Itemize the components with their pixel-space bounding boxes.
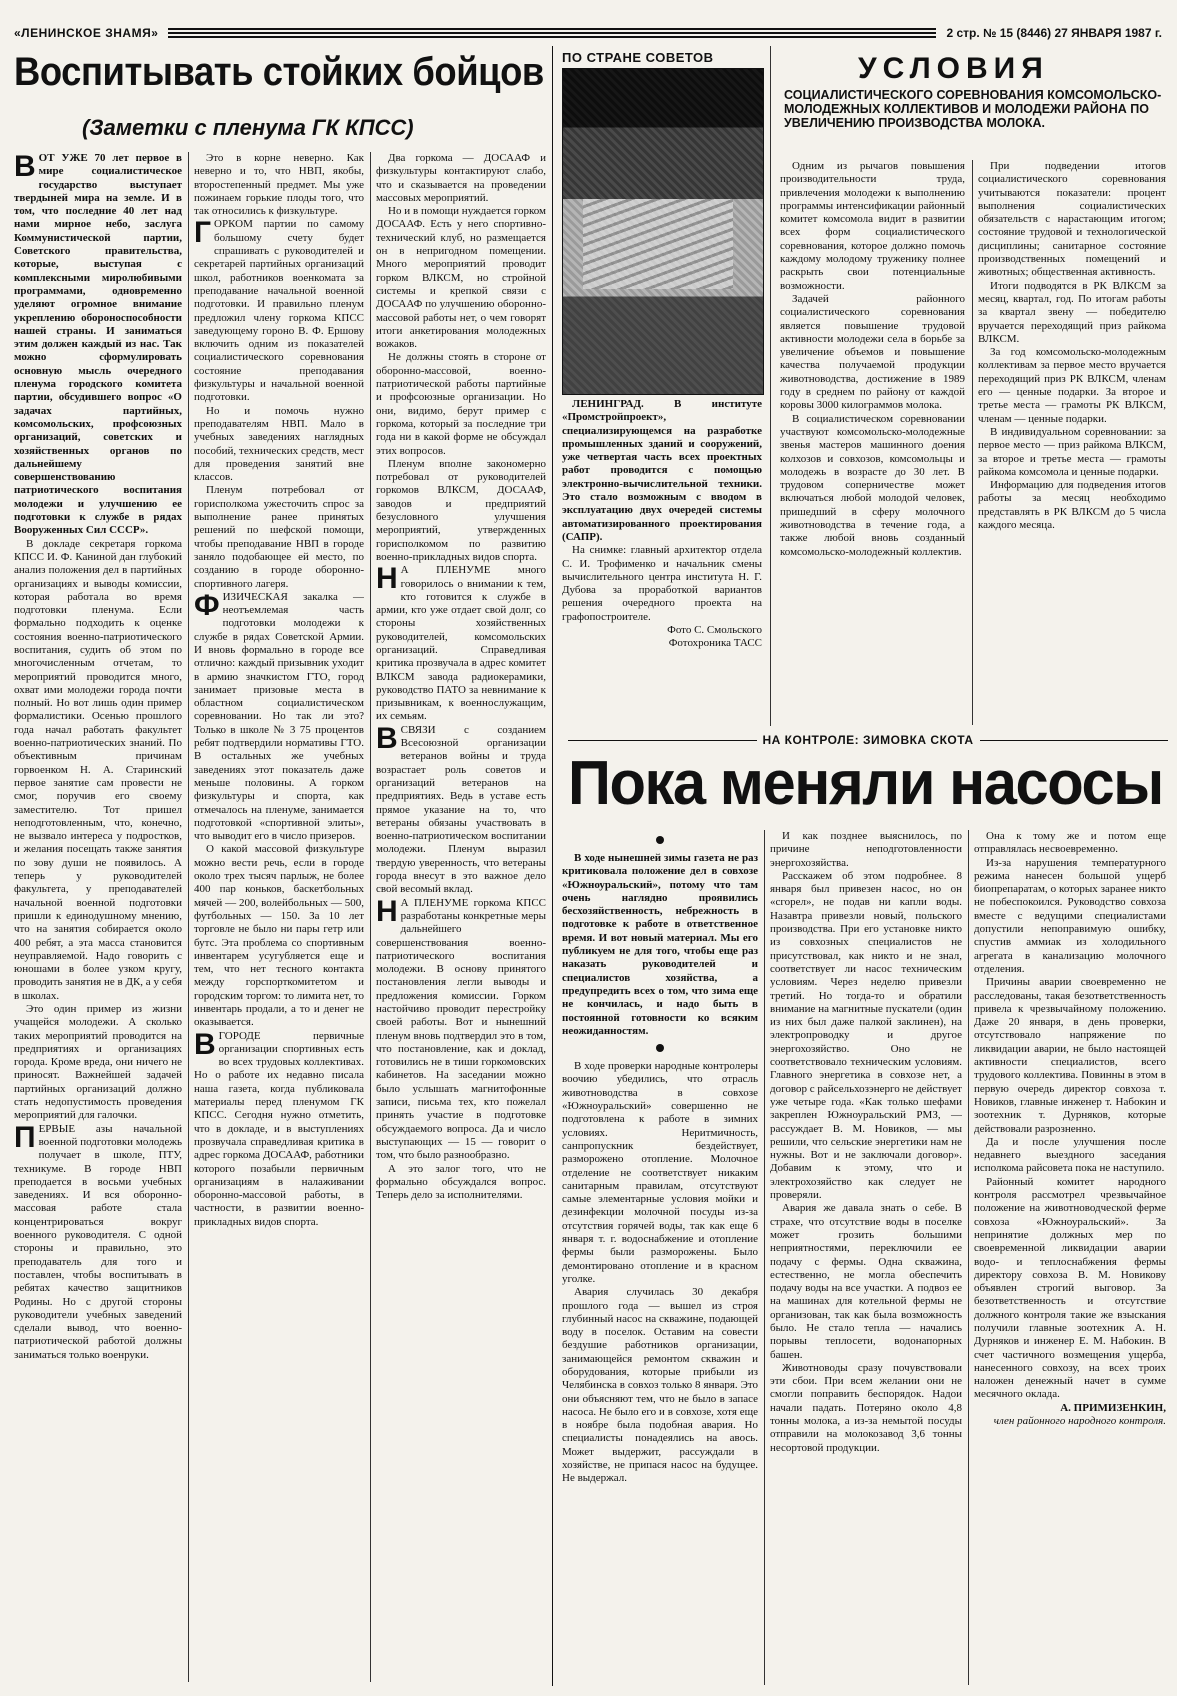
article2-column-1 (562, 830, 758, 1685)
paragraph-text: Это один пример из жизни учащейся молодежи. А сколько таких мероприятий проводится на предприятиях и организациях города. Кроме вреда, они ничего не приносят. Важнейшей задачей партийных организаций должно стать недопустимость проведения мероприятий для галочки. (14, 1003, 182, 1122)
paragraph-text: Не должны стоять в стороне от оборонно-массовой, военно-патриотической работы партийные и профсоюзные организации. Но они, видимо, берут пример с горкома, который за последние три года ни в какой форме не обсуждал этих вопросов. (376, 351, 546, 457)
author-signature: А. ПРИМИЗЕНКИН, (1060, 1401, 1166, 1414)
article1-column-2 (194, 152, 364, 1682)
newspaper-name: «ЛЕНИНСКОЕ ЗНАМЯ» (14, 26, 159, 40)
paragraph (194, 218, 364, 404)
paragraph-text: Авария случилась 30 декабря прошлого года — вышел из строя глубинный насос на скважине, подающей воду в поселок. Оставим на совести бездушие работников организации, занимающейся ремонтом скважин и оборудования, которые прибыли из Челябинска в совхоз только 8 января. Это они объясняют тем, что не было в запасе насоса. Не было его и в совхозе, хотя еще в ноябре была подобная авария. Но специалисты понадеялись на авось. Может выдержит, рассуждали в хозяйстве, не припася насос на будущее. Не выдержал. (562, 1286, 758, 1485)
paragraph-text: А ПЛЕНУМЕ много говорилось о внимании к тем, кто готовится к службе в армии, кто уже отдает свой долг, со стороны хозяйственных руководителей, комсомольских организаций. Справедливая критика прозвучала в адрес комитет ВЛКСМ завода радиокерамики, руководство ПАТО за невнимание к призывникам, к военнослужащим, их семьям. (376, 564, 546, 723)
paragraph-text: В ходе нынешней зимы газета не раз критиковала положение дел в совхозе «Южноуральский», потому что там очень наглядно проявились бесхозяйственность, небрежность в подготовке к работе в ответственное время. И вот новый материал. Мы его публикуем не для того, чтобы еще раз наказать руководителей и специалистов хозяйства, а предупредить всех о том, что зима еще не кончилась, и надо быть в постоянной готовности ко всяким неожиданностям. (562, 852, 758, 1037)
paragraph-text: ИЗИЧЕСКАЯ закалка — неотъемлемая часть подготовки молодежи к службе в рядах Советской Армии. И вновь формально в городе все отлично: каждый призывник уходит в армию значкистом ГТО, город занимает призовые места в областном социалистическом соревновании. Но так ли это? Только в школе № 3 75 процентов ребят подтвердили нормативы ГТО. В остальных же учебных заведениях этот показатель даже меньше половины. А горком физкультуры и спорта, как отмечалось на пленуме, занимается подготовкой «спортивной элиты», что выводит его в число призеров. (194, 590, 364, 843)
drop-cap: В (194, 1027, 216, 1061)
paragraph-text: Два горкома — ДОСААФ и физкультуры контактируют слабо, что и сказывается на проведении массовых мероприятий. (376, 152, 546, 204)
conditions-column-1 (780, 160, 965, 725)
paragraph (376, 351, 546, 457)
paragraph-text: На снимке: главный архитектор отдела С. И. Трофименко и начальник смены вычислительного центра института Н. Г. Дубова за проработкой вариантов решения очередного проекта на графопостроителе. (562, 544, 762, 623)
paragraph-text: В ходе проверки народные контролеры воочию убедились, что отрасль животноводства в совхозе «Южноуральский» совершенно не подготовлена к работе в зимних условиях. Неритмичность, санпропускник бездействует, разморожено отопление. Молочное отделение не соответствует никаким санитарным правилам, отсутствуют самые элементарные условия мойки и дезинфекции молочной посуды из-за отсутствия горячей воды, так как еще 6 января т. г. водоснабжение и отопление фермы были разморожены. Было демонтировано отопление и в красном уголке. (562, 1060, 758, 1285)
photo-credit2: Фотохроника ТАСС (668, 637, 762, 650)
column-divider (370, 152, 371, 1682)
article2-column-3 (974, 830, 1166, 1685)
paragraph (194, 484, 364, 590)
paragraph-text: Да и после улучшения после недавнего выездного заседания исполкома райсовета пока не наступило. (974, 1135, 1166, 1175)
paragraph (14, 1003, 182, 1123)
paragraph-text: За год комсомольско-молодежным коллективам за первое место вручается переходящий приз РК ВЛКСМ, членам его — ценные подарки. За второе и третье места — грамоты РК ВЛКСМ, членам — ценные подарки. (978, 346, 1166, 425)
paragraph (376, 1163, 546, 1203)
paragraph-text: Задачей районного социалистического соревнования является повышение трудовой активности молодежи села в борьбе за увеличение объемов и повышение качества получаемой продукции животноводства, достижение в 1989 году в среднем по району от каждой коровы 3000 килограммов молока. (780, 292, 965, 412)
paragraph-text: Это в корне неверно. Как неверно и то, что НВП, якобы, второстепенный предмет. Мы уже пожинаем горькие плоды того, что так относились к физкультуре. (194, 152, 364, 218)
paragraph (376, 458, 546, 564)
column-divider (972, 160, 973, 725)
paragraph (974, 1136, 1166, 1176)
paragraph-text: О какой массовой физкультуре можно вести речь, если в городе около трех тысяч парлыж, не более 400 пар коньков, баскетбольных мячей — 200, волейбольных — 500, футбольных — 150. За 10 лет торговле не было ни пары гетр или бутс. Эта проблема со спортивным инвентарем усугубляется еще и тем, что нет тесного контакта между горспорткомитетом и городским торгом: то лимита нет, то инвентарь продали, а то и денег не оказывается. (194, 843, 364, 1029)
paragraph (376, 894, 546, 1163)
paragraph-text: ОРКОМ партии по самому большому счету будет спрашивать с руководителей и секретарей партийных организаций школ, работников военкомата за преподавание начальной военной подготовки. И правильно пленум предложил члену горкома КПСС заведующему гороно В. Ф. Ершову включить одним из показателей социалистического соревнования состояние преподавания физкультуры и начальной военной подготовки. (194, 218, 364, 404)
paragraph-text: И как позднее выяснилось, по причине неподготовленности энергохозяйства. (770, 830, 962, 869)
paragraph (376, 205, 546, 351)
paragraph (14, 1120, 182, 1362)
paragraph-text: Животноводы сразу почувствовали эти сбои. При всем желании они не смогли поправить беспорядок. Надои начали падать. Потеряно около 4,8 тонны молока, а из-за немытой посуды отправили на молокозавод 3,6 тонны несортовой продукции. (770, 1361, 962, 1454)
paragraph (562, 398, 762, 544)
paragraph-text: Информацию для подведения итогов работы за месяц необходимо представлять в РК ВЛКСМ до 5 числа каждого месяца. (978, 479, 1166, 532)
paragraph-text: Расскажем об этом подробнее. 8 января был привезен насос, но он «сгорел», не подав ни капли воды. Назавтра привезли новый, польского производства. При его установке никто из совхозных специалистов не присутствовал, как никто и не знал, соответствует ли насос техническим условиям. Через неделю привезли третий. Но тогда-то и обратили внимание на магнитные пускатели (один из них был даже палкой заклинен), на электропроводку и другое энергохозяйство. Оно не соответствовало техническим условиям. Главного энергетика в совхозе нет, а договор с райсельхозэнерго не действует уже четыре года. «Как только шефами закреплен Южноуральский РМЗ, — рассуждает В. М. Новиков, — мы решили, что сельские энергетики нам не нужны. Вот и не заключали договор». Добавим к этому, что и электрохозяйство как следует не проверяли. (770, 869, 962, 1202)
paragraph (978, 160, 1166, 280)
drop-cap: В (376, 721, 398, 755)
paragraph (770, 830, 962, 870)
paragraph-text: Пленум вполне закономерно потребовал от руководителей горкомов ВЛКСМ, ДОСААФ, заводов и предприятий безусловного улучшения мероприятий, утвержденных горисполкомом по развитию военно-прикладных видов спорта. (376, 457, 546, 563)
article1-subhead: (Заметки с пленума ГК КПСС) (82, 115, 414, 140)
drop-cap: Н (376, 894, 398, 928)
drop-cap: Ф (194, 588, 220, 622)
conditions-title: УСЛОВИЯ (858, 52, 1049, 85)
drop-cap: Г (194, 216, 212, 250)
bullet-dot (656, 836, 664, 844)
drop-cap: П (14, 1120, 36, 1154)
paragraph-text: Авария же давала знать о себе. В страхе, что отсутствие воды в поселке может грозить большими неприятностями, переключили ее подачу с фермы. Одна скважина, естественно, не могла обеспечить подачу воды на все участки. А подвоз ее на машинах для котельной фермы не организован, так как была возможность было. Не стало тепла — начались порывы теплосети, водонапорных башен. (770, 1202, 962, 1361)
article2-column-2 (770, 830, 962, 1685)
paragraph (780, 293, 965, 413)
drop-cap: Н (376, 562, 398, 596)
paragraph-text: А это залог того, что не формально обсуждался вопрос. Теперь дело за исполнителями. (376, 1162, 546, 1202)
author-title: член районного народного контроля. (993, 1415, 1166, 1428)
photo-box-heading: ПО СТРАНЕ СОВЕТОВ (562, 50, 714, 65)
paragraph (974, 976, 1166, 1136)
paragraph (780, 160, 965, 293)
section-divider (552, 46, 553, 1686)
paragraph-text: СВЯЗИ с созданием Всесоюзной организации ветеранов войны и труда возрастает роль советов и организаций ветеранов на предприятиях. Ведь в уставе есть прямое указание на то, что ветераны обязаны участвовать в военно-патриотическом воспитании молодежи. Пленум выразил твердую уверенность, что ветераны города внесут в это важное дело свой весомый вклад. (376, 723, 546, 896)
masthead (14, 24, 1162, 42)
paragraph (974, 830, 1166, 857)
paragraph-text: Она к тому же и потом еще отправлялась несвоевременно. (974, 830, 1166, 856)
paragraph-text: ОТ УЖЕ 70 лет первое в мире социалистическое государство выступает твердыней мира на земле. И в том, что последние 40 лет над нами мирное небо, заслуга Коммунистической партии, Советского правительства, которые, выступая с комплексными миролюбивыми программами, одновременно уделяют огромное внимание укреплению обороноспособности нашей страны. И заниматься этим должен каждый из нас. Так можно сформулировать основную мысль очередного пленума городского комитета партии, обсудившего вопрос «О задачах партийных, комсомольских, профсоюзных организаций, советских и хозяйственных органов по дальнейшему совершенствованию патриотического воспитания молодежи и улучшению ее подготовки к службе в рядах Вооруженных Сил СССР». (14, 152, 182, 537)
paragraph-text: В социалистическом соревновании участвуют комсомольско-молодежные звенья мастеров машинного доения колхозов и совхозов, комсомольцы и молодежь в возрасте до 30 лет. В трудовом соперничестве может включаться любой молодой человек, пришедший в сферу молочного животноводства в течение года, а также любой вновь созданный комсомольско-молодежный коллектив. (780, 412, 965, 558)
paragraph-text: Но и в помощи нуждается горком ДОСААФ. Есть у него спортивно-технический клуб, но размещается он в непригодном помещении. Много мероприятий проводит горком ВЛКСМ, но стройной системы и крепкой связи с ДОСААФ по улучшению оборонно-массовой работы нет, о чем говорят итоги анкетирования молодежных вожаков. (376, 205, 546, 351)
paragraph (14, 538, 182, 1003)
rubric-line (568, 740, 757, 741)
column-divider (188, 152, 189, 1682)
column-divider (968, 830, 969, 1685)
article1-headline: Воспитывать стойких бойцов (14, 50, 544, 94)
bullet-dot (656, 1044, 664, 1052)
article1-column-3 (376, 152, 546, 1682)
column-divider (770, 46, 771, 726)
paragraph (770, 1362, 962, 1455)
paragraph (194, 843, 364, 1029)
paragraph-text: Из-за нарушения температурного режима нанесен большой ущерб биопрепаратам, о которых заранее никто не побеспокоился. Руководство совхоза вместе с ведущими специалистами допустили непоправимую ошибку, спустив аммиак из холодильного агрегата в канализацию молочного отделения. (974, 856, 1166, 975)
paragraph (974, 857, 1166, 977)
paragraph-text: ГОРОДЕ первичные организации спортивных есть во всех трудовых коллективах. Но о работе их недавно писала наша газета, когда публиковала материалы перед пленумом ГК КПСС. Сегодня нужно отметить, что в докладе, и в выступлениях прозвучала справедливая критика в адрес горкома ДОСААФ, работники которого позабыли первичным организациям в налаживании оборонно-массовой работы, в частности, в развитии военно-прикладных видов спорта. (194, 1029, 364, 1228)
paragraph-text: Но и помочь нужно преподавателям НВП. Мало в учебных заведениях наглядных пособий, технических средств, мест для проведения занятий вне классов. (194, 404, 364, 484)
paragraph (562, 544, 762, 624)
paragraph (974, 1176, 1166, 1402)
paragraph (562, 852, 758, 1038)
paragraph (14, 152, 182, 538)
paragraph-text: Итоги подводятся в РК ВЛКСМ за месяц, квартал, год. По итогам работы за квартал звену — победителю вручается переходящий приз райкома ВЛКСМ. (978, 279, 1166, 345)
paragraph (376, 152, 546, 205)
paragraph (376, 721, 546, 897)
article1-column-1 (14, 152, 182, 1682)
paragraph-text: Одним из рычагов повышения производительности труда, привлечения молодежи к выполнению программы интенсификации районный комитет комсомола видит в развитии всех форм социалистического соревнования, которое должно помочь каждому молодому труженику полнее раскрыть свои потенциальные возможности. (780, 160, 965, 292)
paragraph-text: А ПЛЕНУМЕ горкома КПСС разработаны конкретные меры дальнейшего совершенствования военно-патриотического воспитания молодежи. В основу принятого постановления легли выводы и предложения комиссии. Горком настойчиво проводит перестройку своей работы. Вот и нынешний пленум вновь подтвердил это в том, что постановление, как и доклад, готовились не в тиши горкомовских кабинетов. На заседании можно было услышать магнитофонные записи, письма тех, кто пожелал принять участие в подготовке обсуждаемого вопроса. Да и число выступающих — 15 — говорит о том, что было разнообразно. (376, 896, 546, 1162)
paragraph-text: ЕРВЫЕ азы начальной военной подготовки молодежь получает в школе, ПТУ, техникуме. В городе НВП преподается в восьми учебных заведениях. И вся оборонно-массовая работе стала концентрироваться вокруг военного руководителя. С одной стороны и правильно, это преподаватель для того и поставлен, чтобы воспитывать в ребятах качество защитников Родины. Но с другой стороны руководители учебных заведений сделали вывод, что военно-патриотической работой должны заниматься только военруки. (14, 1122, 182, 1361)
masthead-rule (168, 28, 936, 38)
paragraph-text: ЛЕНИНГРАД. В институте «Промстройпроект», специализирующемся на разработке промышленных зданий и сооружений, уже четвертая часть всех проектных работ проводится с помощью электронно-вычислительной техники. Это стало возможным с вводом в эксплуатацию двух очередей системы автоматизированного проектирования (САПР). (562, 398, 762, 543)
rubric-text: НА КОНТРОЛЕ: ЗИМОВКА СКОТА (762, 733, 974, 747)
paragraph (376, 564, 546, 724)
paragraph-text: При подведении итогов социалистического соревнования учитываются показатели: процент выполнения социалистических обязательств с нарастающим итогом; состояние трудовой и технологической дисциплины; санитарное состояние производственных помещений и животных; общественная активность. (978, 160, 1166, 279)
paragraph (978, 346, 1166, 426)
paragraph-text: В докладе секретаря горкома КПСС И. Ф. Каниной дан глубокий анализ положения дел в партийных организациях и выводы комиссии, которая работала во время подготовки пленума. Если формально подходить к оценке состояния военно-патриотического воспитания, судить об этом по многочисленным отчетам, то мероприятий проводится много, охват ими молодежи города почти полный. Но вот лишь один пример формалистики. Осенью прошлого года начал работать факультет военно-патриотических знаний. По объективным причинам горвоенком Н. А. Старинский первое занятие сам провести не смог, поручив его своему заместителю. Тот пришел неподготовленным, что, конечно, не вызвало интереса у подростков, и желания посещать также занятия по зову души не появилось. А теперь у руководителей факультета, у преподавателей начальной военной подготовки пришли к единодушному мнению, что на занятия собирается около 400 ребят, а эта масса становится неуправляемой. Надо говорить с юношами в более узком кругу, проводить занятия не в ДК, а у себя в школах. (14, 537, 182, 1002)
paragraph (978, 426, 1166, 479)
drop-cap: В (14, 152, 36, 183)
paragraph (770, 1202, 962, 1362)
paragraph (978, 280, 1166, 346)
conditions-column-2 (978, 160, 1166, 725)
paragraph (562, 1286, 758, 1485)
conditions-subtitle: СОЦИАЛИСТИЧЕСКОГО СОРЕВНОВАНИЯ КОМСОМОЛЬСКО-МОЛОДЕЖНЫХ КОЛЛЕКТИВОВ И МОЛОДЕЖИ РАЙОНА ПО УВЕЛИЧЕНИЮ ПРОИЗВОДСТВА МОЛОКА. (784, 88, 1162, 130)
article2-headline: Пока меняли насосы (568, 749, 1163, 818)
paragraph-text: В индивидуальном соревновании: за первое место — приз райкома ВЛКСМ, за второе и третье места — грамоты райкома комсомола и ценные подарки. (978, 425, 1166, 478)
article2-rubric (568, 733, 1168, 747)
paragraph (194, 152, 364, 218)
paragraph-text: Причины аварии своевременно не расследованы, такая безответственность привела к чрезвычайному положению. Даже 20 января, в день проверки, отсутствовало напряжение по ликвидации аварии, не было настоящей активности специалистов, всего трудового коллектива. Повинны в этом в первую очередь директор совхоза т. Новиков, главные инженер т. Набокин и зоотехник т. Дурняков, которые действовали разрозненно. (974, 976, 1166, 1135)
paragraph (780, 413, 965, 559)
photo-credit1: Фото С. Смольского (667, 624, 762, 637)
paragraph (194, 1027, 364, 1229)
column-divider (764, 830, 765, 1685)
paragraph (562, 1060, 758, 1286)
paragraph (978, 479, 1166, 532)
paragraph-text: Пленум потребовал от горисполкома ужесточить спрос за выполнение ранее принятых решений по шефской помощи, чтобы преподавание НВП в городе заняло подобающее ей место, по созданию в городе оборонно-спортивного лагеря. (194, 484, 364, 590)
paragraph (194, 405, 364, 485)
issue-info: 2 стр. № 15 (8446) 27 ЯНВАРЯ 1987 г. (946, 26, 1162, 40)
rubric-line (980, 740, 1169, 741)
paragraph (770, 870, 962, 1202)
photo-caption (562, 398, 762, 720)
paragraph-text: Районный комитет народного контроля рассмотрел чрезвычайное положение на животноводческой ферме совхоза «Южноуральский». За непринятие должных мер по своевременной ликвидации аварии водо- и теплоснабжения фермы директору совхоза В. М. Новикову объявлен строгий выговор. За безответственность и отсутствие должного контроля такие же взыскания получили главные зоотехник А. Н. Дурняков и инженер Е. М. Набокин. В счет частичного возмещения ущерба, нанесенного совхозу, на всех троих наложен денежный начет в сумме месячного оклада. (974, 1175, 1166, 1401)
paragraph (194, 588, 364, 844)
photo-engineers-at-plotter (562, 68, 764, 395)
